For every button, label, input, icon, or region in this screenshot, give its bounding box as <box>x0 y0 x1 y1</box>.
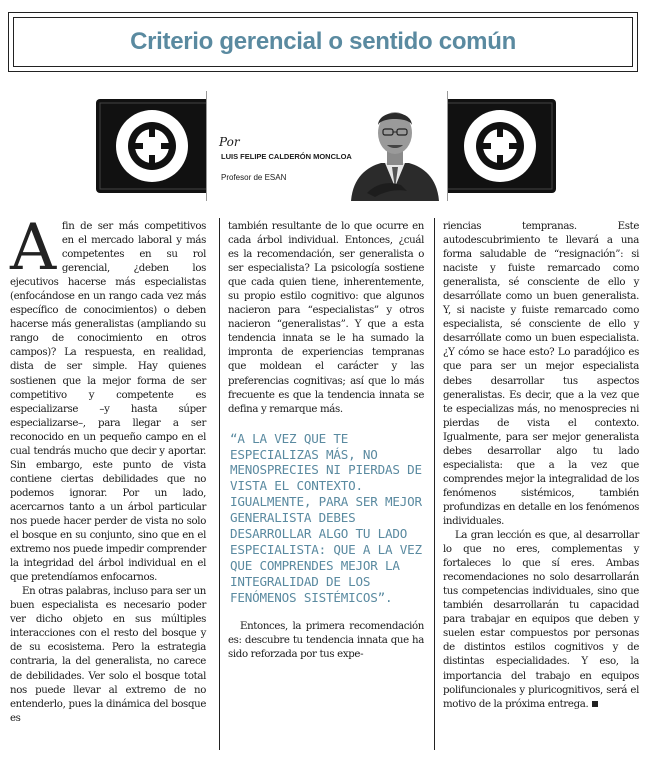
paragraph: Entonces, la primera recomendación es: descubre tu tendencia innata que ha sido reforzada por tus expe- <box>228 620 424 660</box>
paragraph-text: fin de ser más competitivos en el mercado laboral y más competentes en su rol gerencial, ¿deben los ejecutivos hacerse más especialistas (enfocándose en un rango cada vez más específico de conocimientos) o deben hacerse más generalistas (ampliando su rango de conocimiento en otros campos)? La respuesta, en realidad, dista de ser simple. Hay quienes sostienen que la mejor forma de ser competitivo y competente es especializarse –y hasta súper especializarse–, para llegar a ser reconocido en un pequeño campo en el cual tendrás mucho que decir y aportar. Sin embargo, este punto de vista contiene ciertas debilidades que no podemos ignorar. Por un lado, acercarnos tanto a un árbol particular nos puede hacer perder de vista no solo el bosque en su conjunto, sino que en el extremo nos puede impedir comprender la integridad del árbol individual en el que pretendíamos enfocarnos. <box>10 221 206 584</box>
paragraph: riencias tempranas. Este autodescubrimiento te llevará a una forma saludable de “resignación”: si naciste y fuiste remarcado como generalista, sé consciente de ello y desarróllate como un buen generalista. Y, si naciste y fuiste remarcado como especialista, sé consciente de ello y desarróllate como un buen especialista. ¿Y cómo se hace esto? Lo paradójico es que para ser un mejor especialista debes desarrollar tus aspectos generalistas. Es decir, que a la vez que te especializas más, no menosprecies ni pierdas de vista el contexto. Igualmente, para ser mejor generalista debes desarrollar algo tu lado especialista: que a la vez que comprendes mejor la integralidad de los fenómenos sistémicos, también profundizas en detalle en los fenómenos individuales. <box>443 221 639 527</box>
author-portrait <box>347 97 443 201</box>
paragraph <box>10 211 206 585</box>
author-name: LUIS FELIPE CALDERÓN MONCLOA <box>221 152 352 161</box>
page-title: Criterio gerencial o sentido común <box>130 28 516 55</box>
end-mark-icon <box>592 701 598 707</box>
paragraph-text: La gran lección es que, al desarrollar lo que no eres, complementas y fortaleces lo que sí eres. Ambas recomendaciones no solo desarrollarán tus competencias individuales, sino que también desarrollarán tu capacidad para trabajar en equipos que deben y suelen estar compuestos por personas de distintos estilos cognitivos y de distintas especialidades. Y eso, la importancia del trabajo en equipos polifuncionales y pluricognitivos, será el motivo de la próxima entrega. <box>443 530 639 710</box>
pull-quote: “A LA VEZ QUE TE ESPECIALIZAS MÁS, NO MENOSPRECIES NI PIERDAS DE VISTA EL CONTEXTO. IGUALMENTE, PARA SER MEJOR GENERALISTA DEBES DESARROLLAR ALGO TU LADO ESPECIALISTA: QUE A LA VEZ QUE COMPRENDES MEJOR LA INTEGRALIDAD DE LOS FENÓMENOS SISTÉMICOS”. <box>230 430 422 605</box>
article-column-1 <box>10 211 206 726</box>
drop-cap: A <box>10 211 56 285</box>
column-divider-1 <box>219 218 220 750</box>
author-role: Profesor de ESAN <box>221 173 287 182</box>
title-inner-frame <box>13 17 633 67</box>
paragraph <box>443 529 639 712</box>
article-column-2 <box>228 220 424 662</box>
cassette-banner <box>96 91 556 201</box>
right-reel-icon <box>464 110 536 182</box>
byline-panel <box>206 91 448 201</box>
column-divider-2 <box>434 218 435 750</box>
byline-por: Por <box>219 135 240 149</box>
paragraph: también resultante de lo que ocurre en cada árbol individual. Entonces, ¿cuál es la recomendación, ser generalista o ser especialista? La psicología sostiene que cada quien tiene, inherentemente, su propio estilo cognitivo: que algunos nacieron para “especialistas” y otros nacieron “generalistas”. Y que a esta tendencia innata se le ha sumado la impronta de experiencias tempranas que moldean el carácter y las preferencias cognitivas; así que lo más frecuente es que la tendencia innata se defina y remarque más. <box>228 221 424 415</box>
article-column-3 <box>443 220 639 712</box>
title-frame <box>8 12 638 72</box>
paragraph: En otras palabras, incluso para ser un buen especialista es necesario poder ver dicho objeto en sus múltiples interacciones con el resto del bosque y de su ecosistema. Pero la estrategia contraria, la del generalista, no carece de debilidades. Ver solo el bosque total nos puede llevar al extremo de no entenderlo, pues la dinámica del bosque es <box>10 586 206 724</box>
left-reel-icon <box>116 110 188 182</box>
